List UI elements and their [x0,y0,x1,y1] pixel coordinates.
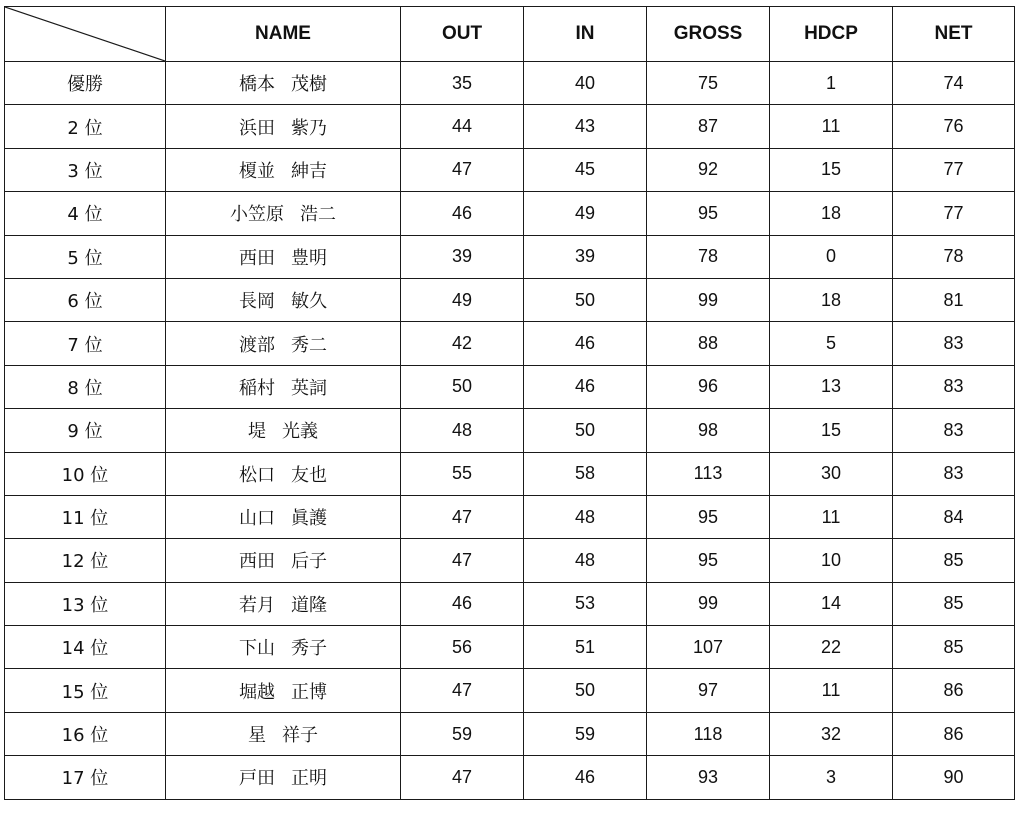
given-name: 浩二 [300,204,336,226]
table-row [5,322,1015,365]
out-cell: 55 [401,452,524,495]
hdcp-cell: 5 [770,322,893,365]
net-cell: 83 [893,365,1015,408]
in-cell: 48 [524,495,647,538]
family-name: 小笠原 [230,204,284,226]
in-cell: 48 [524,539,647,582]
net-cell: 85 [893,582,1015,625]
out-cell: 39 [401,235,524,278]
gross-cell: 96 [647,365,770,408]
given-name: 豊明 [291,247,327,269]
name-cell [166,626,401,669]
in-cell: 46 [524,365,647,408]
net-cell: 85 [893,626,1015,669]
family-name: 若月 [239,594,275,616]
out-cell: 47 [401,669,524,712]
family-name: 浜田 [239,117,275,139]
family-name: 松口 [239,464,275,486]
gross-cell: 93 [647,756,770,799]
name-cell [166,105,401,148]
rank-cell: 11 位 [5,495,166,538]
out-cell: 59 [401,712,524,755]
in-cell: 45 [524,148,647,191]
name-cell [166,148,401,191]
family-name: 長岡 [239,291,275,313]
given-name: 光義 [282,421,318,443]
gross-cell: 99 [647,278,770,321]
in-cell: 43 [524,105,647,148]
gross-cell: 97 [647,669,770,712]
rank-cell: 8 位 [5,365,166,408]
hdcp-cell: 15 [770,148,893,191]
name-cell [166,278,401,321]
rank-cell: 6 位 [5,278,166,321]
header-row [5,7,1015,62]
in-cell: 50 [524,409,647,452]
in-cell: 53 [524,582,647,625]
net-cell: 76 [893,105,1015,148]
hdcp-cell: 22 [770,626,893,669]
name-cell [166,365,401,408]
table-row [5,756,1015,799]
in-cell: 49 [524,192,647,235]
table-row [5,539,1015,582]
header-out: OUT [401,7,524,62]
net-cell: 84 [893,495,1015,538]
net-cell: 83 [893,409,1015,452]
net-cell: 77 [893,192,1015,235]
hdcp-cell: 15 [770,409,893,452]
table-row [5,582,1015,625]
gross-cell: 75 [647,62,770,105]
hdcp-cell: 0 [770,235,893,278]
family-name: 渡部 [239,334,275,356]
table-row [5,148,1015,191]
gross-cell: 88 [647,322,770,365]
name-cell [166,712,401,755]
gross-cell: 98 [647,409,770,452]
net-cell: 83 [893,322,1015,365]
out-cell: 46 [401,582,524,625]
out-cell: 46 [401,192,524,235]
corner-cell [5,7,166,62]
hdcp-cell: 13 [770,365,893,408]
family-name: 西田 [239,247,275,269]
family-name: 西田 [239,551,275,573]
family-name: 堤 [248,421,266,443]
table-row [5,409,1015,452]
name-cell [166,409,401,452]
rank-cell: 7 位 [5,322,166,365]
given-name: 茂樹 [291,74,327,96]
given-name: 眞護 [291,508,327,530]
rank-cell: 5 位 [5,235,166,278]
family-name: 橋本 [239,74,275,96]
given-name: 秀子 [291,638,327,660]
name-cell [166,669,401,712]
table-row [5,278,1015,321]
given-name: 紳吉 [291,160,327,182]
name-cell [166,539,401,582]
given-name: 祥子 [282,725,318,747]
hdcp-cell: 30 [770,452,893,495]
hdcp-cell: 11 [770,669,893,712]
gross-cell: 92 [647,148,770,191]
table-row [5,62,1015,105]
header-hdcp: HDCP [770,7,893,62]
in-cell: 59 [524,712,647,755]
given-name: 紫乃 [291,117,327,139]
table-row [5,626,1015,669]
table-row [5,105,1015,148]
family-name: 戸田 [239,768,275,790]
out-cell: 50 [401,365,524,408]
out-cell: 42 [401,322,524,365]
gross-cell: 95 [647,495,770,538]
in-cell: 58 [524,452,647,495]
gross-cell: 107 [647,626,770,669]
net-cell: 74 [893,62,1015,105]
hdcp-cell: 14 [770,582,893,625]
hdcp-cell: 1 [770,62,893,105]
hdcp-cell: 11 [770,495,893,538]
net-cell: 86 [893,669,1015,712]
net-cell: 86 [893,712,1015,755]
header-gross: GROSS [647,7,770,62]
rank-cell: 9 位 [5,409,166,452]
header-name: NAME [166,7,401,62]
gross-cell: 95 [647,192,770,235]
name-cell [166,192,401,235]
in-cell: 40 [524,62,647,105]
hdcp-cell: 10 [770,539,893,582]
rank-cell: 2 位 [5,105,166,148]
rank-cell: 12 位 [5,539,166,582]
name-cell [166,582,401,625]
name-cell [166,235,401,278]
results-table [4,6,1015,800]
gross-cell: 95 [647,539,770,582]
out-cell: 47 [401,495,524,538]
rank-cell: 3 位 [5,148,166,191]
table-row [5,192,1015,235]
given-name: 英詞 [291,377,327,399]
given-name: 敏久 [291,291,327,313]
name-cell [166,495,401,538]
name-cell [166,62,401,105]
header-in: IN [524,7,647,62]
net-cell: 85 [893,539,1015,582]
net-cell: 77 [893,148,1015,191]
net-cell: 90 [893,756,1015,799]
given-name: 正明 [291,768,327,790]
name-cell [166,452,401,495]
rank-cell: 4 位 [5,192,166,235]
given-name: 正博 [291,681,327,703]
out-cell: 56 [401,626,524,669]
given-name: 秀二 [291,334,327,356]
in-cell: 46 [524,756,647,799]
rank-cell: 優勝 [5,62,166,105]
gross-cell: 113 [647,452,770,495]
out-cell: 47 [401,148,524,191]
hdcp-cell: 18 [770,192,893,235]
hdcp-cell: 3 [770,756,893,799]
table-row [5,365,1015,408]
out-cell: 44 [401,105,524,148]
rank-cell: 10 位 [5,452,166,495]
rank-cell: 13 位 [5,582,166,625]
rank-cell: 14 位 [5,626,166,669]
family-name: 榎並 [239,160,275,182]
out-cell: 47 [401,539,524,582]
diagonal-line [5,7,165,61]
family-name: 山口 [239,508,275,530]
hdcp-cell: 18 [770,278,893,321]
hdcp-cell: 11 [770,105,893,148]
gross-cell: 118 [647,712,770,755]
in-cell: 39 [524,235,647,278]
net-cell: 81 [893,278,1015,321]
net-cell: 83 [893,452,1015,495]
given-name: 友也 [291,464,327,486]
out-cell: 47 [401,756,524,799]
table-row [5,495,1015,538]
family-name: 稲村 [239,377,275,399]
given-name: 后子 [291,551,327,573]
in-cell: 50 [524,669,647,712]
family-name: 堀越 [239,681,275,703]
rank-cell: 15 位 [5,669,166,712]
out-cell: 35 [401,62,524,105]
table-row [5,235,1015,278]
in-cell: 46 [524,322,647,365]
gross-cell: 87 [647,105,770,148]
results-body [5,62,1015,800]
hdcp-cell: 32 [770,712,893,755]
rank-cell: 17 位 [5,756,166,799]
gross-cell: 78 [647,235,770,278]
net-cell: 78 [893,235,1015,278]
gross-cell: 99 [647,582,770,625]
name-cell [166,756,401,799]
table-row [5,669,1015,712]
header-net: NET [893,7,1015,62]
in-cell: 51 [524,626,647,669]
family-name: 星 [248,725,266,747]
rank-cell: 16 位 [5,712,166,755]
in-cell: 50 [524,278,647,321]
out-cell: 48 [401,409,524,452]
family-name: 下山 [239,638,275,660]
table-row [5,452,1015,495]
given-name: 道隆 [291,594,327,616]
name-cell [166,322,401,365]
table-row [5,712,1015,755]
out-cell: 49 [401,278,524,321]
